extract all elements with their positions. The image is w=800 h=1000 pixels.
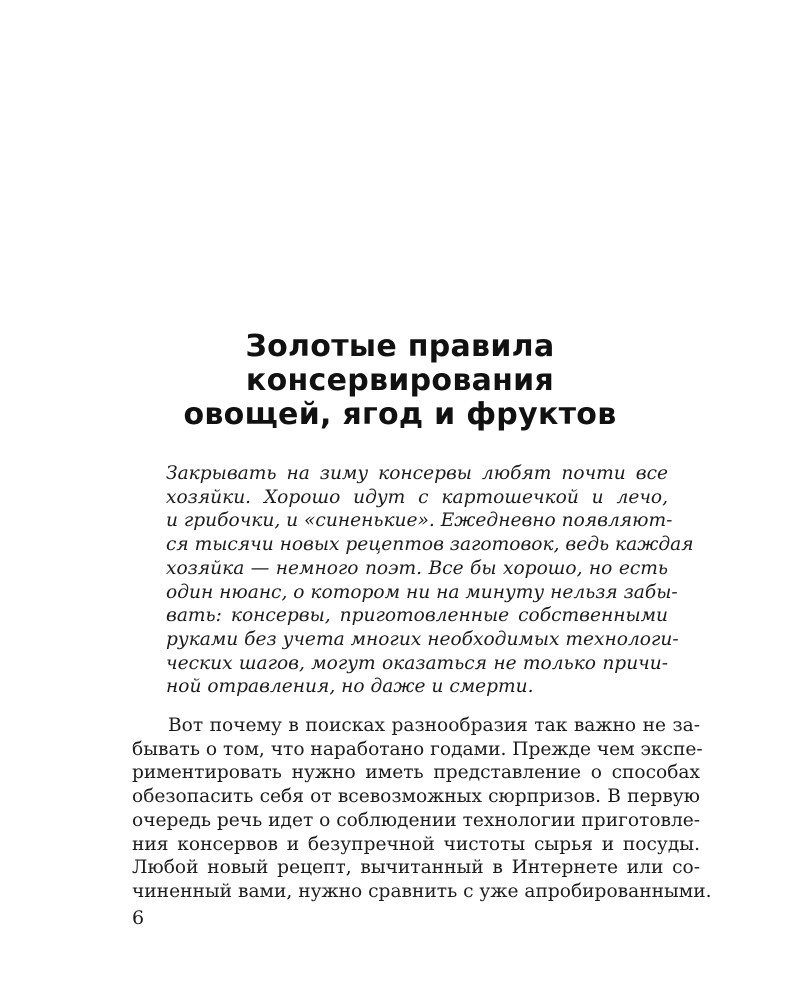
intro-line: ся тысячи новых рецептов заготовок, ведь каждая <box>166 534 694 556</box>
body-line: обезопасить себя от всевозможных сюрпризов. В первую <box>132 786 700 808</box>
intro-line: и грибочки, и «синенькие». Ежедневно появляют- <box>166 510 673 532</box>
intro-line: Закрывать на зиму консервы любят почти все <box>166 463 668 484</box>
chapter-title-line: овощей, ягод и фруктов <box>183 397 617 432</box>
intro-line: хозяйки. Хорошо идут с картошечкой и лечо, <box>166 486 668 508</box>
page-number: 6 <box>132 907 145 929</box>
intro-line: вать: консервы, приготовленные собственными <box>166 605 668 627</box>
body-line: риментировать нужно иметь представление о способах <box>132 762 700 784</box>
body-line: ния консервов и безупречной чистоты сырья и посуды. <box>132 833 700 855</box>
body-line: бывать о том, что наработано годами. Прежде чем экспе- <box>132 738 703 760</box>
intro-line: ческих шагов, могут оказаться не только причи- <box>166 652 668 674</box>
body-line: Любой новый рецепт, вычитанный в Интернете или со- <box>132 857 700 879</box>
intro-line: руками без учета многих необходимых технологи- <box>166 628 679 650</box>
chapter-title <box>100 330 700 432</box>
body-paragraph <box>132 714 712 904</box>
chapter-title-line: консервирования <box>245 363 555 398</box>
body-line: чиненный вами, нужно сравнить с уже апробированными. <box>132 880 712 902</box>
body-line: очередь речь идет о соблюдении технологии приготовле- <box>132 809 701 831</box>
italic-intro-paragraph <box>166 462 694 699</box>
intro-line: хозяйка — немного поэт. Все бы хорошо, но есть <box>166 557 668 579</box>
intro-line: один нюанс, о котором ни на минуту нельзя забы- <box>166 581 678 603</box>
chapter-title-line: Золотые правила <box>245 329 555 364</box>
intro-line: ной отравления, но даже и смерти. <box>166 676 534 698</box>
body-line: Вот почему в поисках разнообразия так важно не за- <box>168 715 700 736</box>
